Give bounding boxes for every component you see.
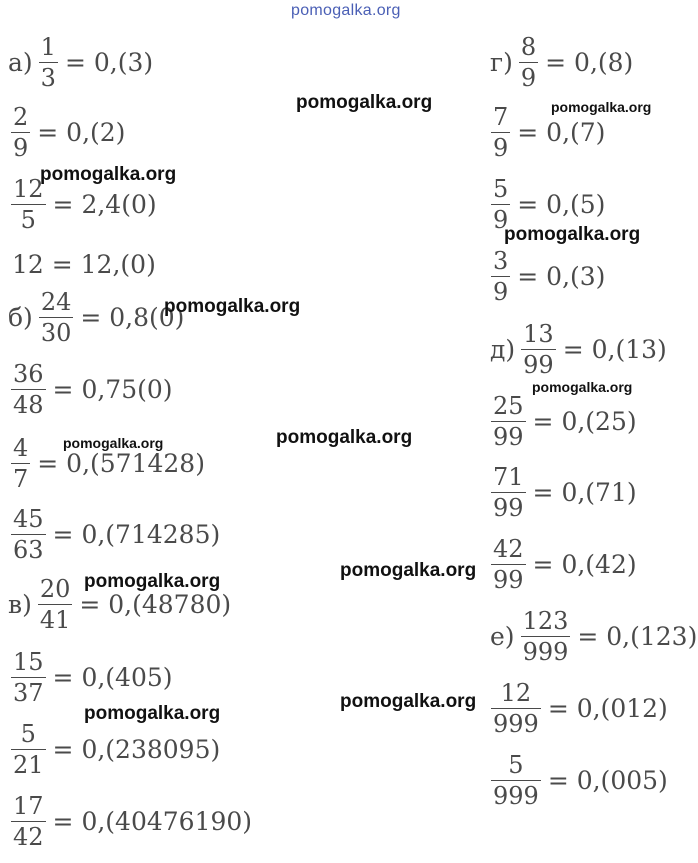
fraction: $\frac{3}{9}$ (493, 247, 509, 306)
section-label-a: а) (8, 48, 33, 77)
site-watermark: pomogalka.org (340, 691, 477, 712)
fraction: $\frac{20}{41}$ (39, 575, 71, 634)
decimal-result: = 0,(005) (547, 766, 668, 795)
fraction: $\frac{2}{9}$ (13, 103, 29, 162)
fraction: $\frac{5}{999}$ (493, 751, 539, 810)
site-watermark: pomogalka.org (276, 427, 413, 448)
site-watermark: pomogalka.org (164, 296, 301, 317)
fraction: $\frac{1}{3}$ (40, 33, 56, 92)
site-watermark-top: pomogalka.org (291, 2, 401, 19)
equation-v-4 (8, 794, 252, 849)
section-label-v: в) (8, 590, 32, 619)
decimal-result: = 0,(71) (532, 478, 637, 507)
fraction: $\frac{13}{99}$ (523, 320, 554, 379)
decimal-result: = 0,(5) (517, 190, 606, 219)
decimal-result: = 0,(3) (517, 262, 606, 291)
section-label-e: е) (490, 622, 515, 651)
equation-d-2 (488, 394, 637, 449)
decimal-result: = 0,(571428) (37, 449, 205, 478)
site-watermark: pomogalka.org (40, 164, 177, 185)
equation-d-4 (488, 537, 637, 592)
equation-a-1 (8, 35, 153, 90)
decimal-result: = 0,(48780) (79, 590, 232, 619)
decimal-result: = 0,(8) (545, 48, 634, 77)
decimal-result: = 0,(238095) (52, 735, 221, 764)
decimal-result: = 0,(25) (532, 407, 637, 436)
decimal-result: = 0,(40476190) (52, 807, 253, 836)
section-label-g: г) (490, 48, 513, 77)
decimal-result: = 0,(405) (52, 663, 173, 692)
site-watermark: pomogalka.org (63, 435, 164, 451)
decimal-result: = 0,(012) (547, 694, 668, 723)
decimal-result: 12 = 12,(0) (12, 250, 156, 279)
equation-v-2 (8, 650, 173, 705)
fraction: $\frac{15}{37}$ (13, 648, 44, 707)
fraction: $\frac{5}{9}$ (493, 175, 509, 234)
fraction: $\frac{7}{9}$ (493, 103, 509, 162)
equation-e-1 (490, 609, 697, 664)
decimal-result: = 0,(123) (577, 622, 698, 651)
fraction: $\frac{17}{42}$ (13, 792, 44, 851)
equation-g-1 (490, 35, 633, 90)
fraction: $\frac{123}{999}$ (522, 607, 569, 666)
fraction: $\frac{25}{99}$ (493, 392, 524, 451)
section-label-d: д) (490, 335, 516, 364)
fraction: $\frac{71}{99}$ (493, 463, 524, 522)
equation-e-2 (488, 681, 668, 736)
equation-e-3 (488, 753, 668, 808)
site-watermark: pomogalka.org (551, 99, 652, 115)
equation-b-1 (8, 290, 184, 345)
fraction: $\frac{45}{63}$ (13, 505, 44, 564)
site-watermark: pomogalka.org (84, 571, 221, 592)
fraction: $\frac{8}{9}$ (520, 33, 537, 92)
equation-g-4 (488, 249, 605, 304)
fraction: $\frac{4}{7}$ (13, 434, 29, 493)
equation-a-4 (12, 252, 156, 277)
equation-a-2 (8, 105, 125, 160)
decimal-result: = 0,(714285) (52, 520, 221, 549)
decimal-result: = 0,(13) (562, 335, 667, 364)
equation-b-4 (8, 507, 220, 562)
decimal-result: = 0,(3) (64, 48, 154, 77)
decimal-result: = 0,(42) (532, 550, 637, 579)
decimal-result: = 0,(7) (517, 118, 606, 147)
fraction: $\frac{12}{999}$ (493, 679, 539, 738)
site-watermark: pomogalka.org (340, 560, 477, 581)
fraction: $\frac{12}{5}$ (13, 175, 44, 234)
site-watermark: pomogalka.org (84, 703, 221, 724)
decimal-result: = 0,8(0) (80, 303, 185, 332)
site-watermark: pomogalka.org (296, 92, 433, 113)
fraction: $\frac{5}{21}$ (13, 720, 44, 779)
section-label-b: б) (8, 303, 33, 332)
equation-d-1 (490, 322, 667, 377)
decimal-result: = 0,(2) (37, 118, 126, 147)
equation-v-3 (8, 722, 220, 777)
site-watermark: pomogalka.org (504, 224, 641, 245)
fraction: $\frac{42}{99}$ (493, 535, 524, 594)
equation-d-3 (488, 465, 637, 520)
decimal-result: = 2,4(0) (52, 190, 157, 219)
fraction: $\frac{36}{48}$ (13, 360, 44, 419)
fraction: $\frac{24}{30}$ (40, 288, 72, 347)
equation-b-2 (8, 362, 173, 417)
site-watermark: pomogalka.org (532, 379, 633, 395)
decimal-result: = 0,75(0) (52, 375, 173, 404)
